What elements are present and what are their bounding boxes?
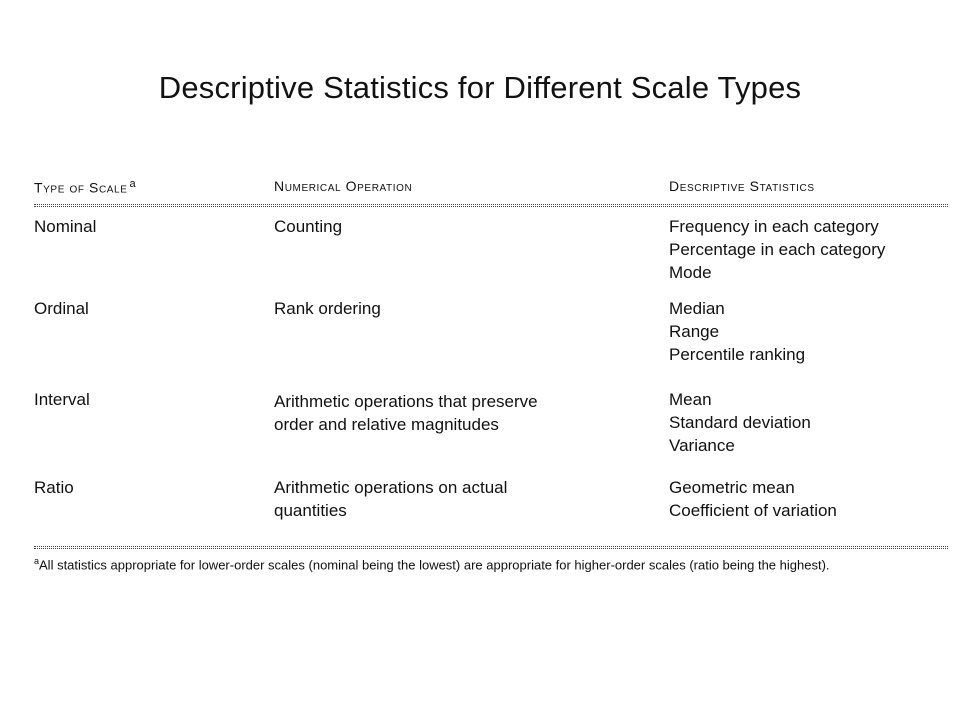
table-row <box>34 476 948 536</box>
statistic-item: Percentile ranking <box>669 345 806 364</box>
table-row <box>34 388 948 476</box>
numerical-operation <box>274 215 342 238</box>
operation-line: order and relative magnitudes <box>274 415 499 434</box>
scale-name: Ratio <box>34 478 74 497</box>
statistic-item: Coefficient of variation <box>669 501 837 520</box>
statistic-item: Frequency in each category <box>669 217 879 236</box>
footnote-text: All statistics appropriate for lower-order scales (nominal being the lowest) are appropriate for higher-order scales (ratio being the highest). <box>39 557 830 573</box>
descriptive-statistics <box>669 476 837 522</box>
operation-line: Rank ordering <box>274 299 381 318</box>
numerical-operation <box>274 390 538 436</box>
footer-rule <box>34 546 948 549</box>
statistic-item: Standard deviation <box>669 413 811 432</box>
scale-name: Interval <box>34 390 90 409</box>
statistic-item: Range <box>669 322 720 341</box>
scale-name: Ordinal <box>34 299 89 318</box>
operation-line: Counting <box>274 217 343 236</box>
statistic-item: Percentage in each category <box>669 240 886 259</box>
header-footnote-marker: a <box>129 178 136 190</box>
numerical-operation <box>274 476 507 522</box>
scale-name: Nominal <box>34 217 97 236</box>
header-type-of-scale-label: Type of Scale <box>34 179 128 196</box>
operation-line: quantities <box>274 501 347 520</box>
header-numerical-operation: Numerical Operation <box>274 178 413 194</box>
descriptive-statistics <box>669 388 811 457</box>
slide-title: Descriptive Statistics for Different Scale Types <box>158 70 802 105</box>
operation-line: Arithmetic operations that preserve <box>274 392 538 411</box>
table-row <box>34 297 948 388</box>
statistic-item: Mean <box>669 390 712 409</box>
table-row <box>34 215 948 297</box>
descriptive-statistics <box>669 215 885 284</box>
footnote-marker: a <box>34 556 40 566</box>
statistic-item: Mode <box>669 263 712 282</box>
numerical-operation <box>274 297 381 320</box>
table-header <box>34 178 948 204</box>
header-descriptive-statistics: Descriptive Statistics <box>669 178 815 194</box>
statistic-item: Variance <box>669 436 735 455</box>
statistic-item: Geometric mean <box>669 478 795 497</box>
descriptive-statistics <box>669 297 805 366</box>
statistic-item: Median <box>669 299 725 318</box>
operation-line: Arithmetic operations on actual <box>274 478 508 497</box>
scale-statistics-table <box>34 178 948 536</box>
header-type-of-scale <box>34 178 136 196</box>
table-footnote <box>34 556 830 572</box>
header-rule <box>34 204 948 207</box>
